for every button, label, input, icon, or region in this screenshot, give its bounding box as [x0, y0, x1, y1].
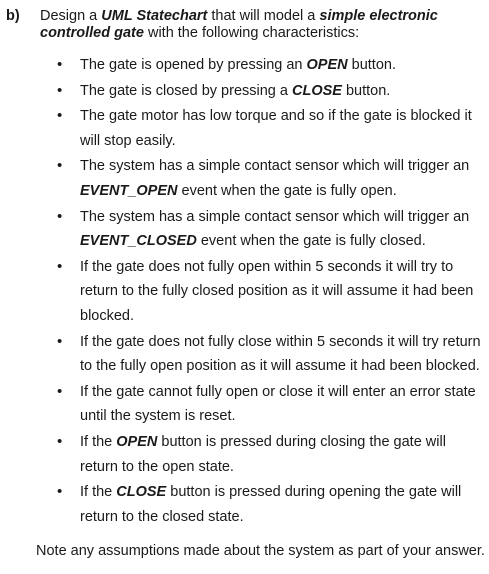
- bullet-text: The system has a simple contact sensor which will trigger an: [80, 158, 470, 175]
- bullet-icon: •: [57, 107, 63, 125]
- bullet-icon: •: [57, 157, 63, 175]
- emphasis-keyword: OPEN: [116, 433, 158, 450]
- bullet-icon: •: [57, 207, 63, 225]
- bullet-icon: •: [57, 483, 63, 501]
- bullet-icon: •: [57, 257, 63, 275]
- list-item: [54, 480, 484, 529]
- bullet-text: button.: [347, 57, 396, 73]
- intro-emphasis-uml-statechart: UML Statechart: [101, 8, 208, 24]
- intro-text-2: that will model a: [207, 8, 320, 24]
- list-item: [54, 79, 484, 104]
- bullet-text: If the: [80, 433, 117, 450]
- bullet-text: button is pressed during closing the gate will return to the open state.: [80, 433, 446, 475]
- intro-emphasis-gate: simple electronic controlled gate: [40, 8, 438, 41]
- bullet-icon: •: [57, 382, 63, 400]
- assumptions-note: Note any assumptions made about the system as part of your answer.: [36, 543, 485, 559]
- list-item: [54, 205, 484, 254]
- intro-text-1: Design a: [40, 8, 102, 24]
- bullet-text: The system has a simple contact sensor which will trigger an: [80, 208, 470, 225]
- bullet-text: The gate motor has low torque and so if the gate is blocked it will stop easily.: [80, 108, 472, 149]
- list-item: [54, 154, 484, 203]
- bullet-text: If the: [80, 484, 117, 501]
- question-intro: [40, 8, 480, 42]
- bullet-icon: •: [57, 432, 63, 450]
- emphasis-keyword: CLOSE: [291, 82, 342, 99]
- emphasis-keyword: CLOSE: [116, 484, 167, 501]
- list-item: [54, 53, 484, 78]
- bullet-text: button.: [341, 82, 391, 99]
- list-item: [54, 380, 484, 429]
- question-label: b): [6, 8, 20, 24]
- characteristics-list: [54, 53, 484, 530]
- bullet-text: The gate is closed by pressing a: [80, 82, 292, 99]
- bullet-icon: •: [57, 81, 63, 99]
- bullet-text: If the gate cannot fully open or close it will enter an error state until the system is reset.: [80, 383, 476, 425]
- emphasis-keyword: EVENT_CLOSED: [80, 233, 197, 250]
- list-item: [54, 255, 484, 329]
- intro-text-3: with the following characteristics:: [143, 25, 360, 41]
- list-item: [54, 430, 484, 479]
- bullet-text: If the gate does not fully open within 5 seconds it will try to return to the fully closed position as it will assume it had been blocked.: [80, 258, 474, 324]
- bullet-icon: •: [57, 332, 63, 350]
- bullet-text: If the gate does not fully close within 5 seconds it will try return to the fully open position as it will assume it had been blocked.: [80, 333, 481, 375]
- list-item: [54, 330, 484, 379]
- bullet-text: event when the gate is fully open.: [177, 182, 397, 199]
- list-item: [54, 104, 484, 153]
- emphasis-keyword: EVENT_OPEN: [80, 182, 178, 199]
- bullet-text: event when the gate is fully closed.: [196, 233, 426, 250]
- bullet-text: The gate is opened by pressing an: [80, 57, 307, 73]
- bullet-icon: •: [57, 56, 63, 73]
- emphasis-keyword: OPEN: [306, 57, 348, 73]
- bullet-text: button is pressed during opening the gate will return to the closed state.: [80, 484, 462, 525]
